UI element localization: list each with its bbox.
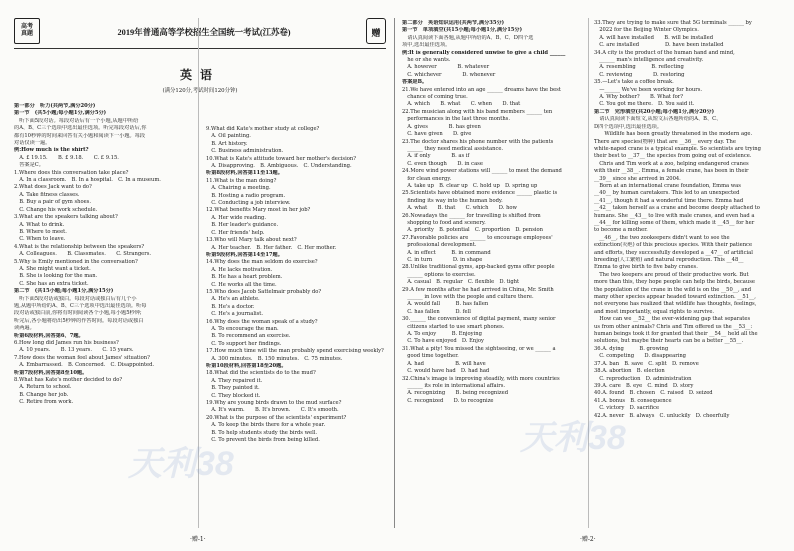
text-line: 30.______ the convenience of digital payment, many senior (402, 316, 556, 323)
text-line: 6.How long did James run his business? (14, 340, 119, 346)
complimentary-badge: 赠 (366, 18, 386, 44)
text-line: 3.What are the speakers talking about? (14, 214, 118, 221)
text-line: 第一节 (共5小题;每小题1分,满分5分) (14, 110, 107, 117)
text-line: A. take up B. clear up C. hold up D. spring up (402, 182, 538, 189)
text-line: 37.A. ban B. save C. split D. remove (594, 360, 699, 367)
text-line: C. reproduction D. administration (594, 375, 692, 382)
text-line: A. Disapproving. B. Ambiguous. C. Understanding. (206, 163, 352, 170)
text-line: for clean energy. (402, 175, 452, 182)
text-line: C. are installed D. have been installed (594, 42, 724, 49)
text-line: breeding(人工繁殖) and natural reproduction. This __48__ (594, 257, 744, 263)
text-line: 41.A. bonus B. consequence (594, 397, 672, 404)
text-line: to become a mother. (594, 227, 648, 234)
text-line: C. She has an extra ticket. (14, 280, 89, 287)
text-line: How can we __52__ the ever-widening gap that separates (594, 316, 751, 323)
text-line: A. She might want a ticket. (14, 265, 91, 272)
text-line: citizens started to use smart phones. (402, 323, 505, 330)
text-line: 32.China's image is improving steadily, with more countries (402, 375, 560, 382)
text-line: 2.What does Jack want to do? (14, 184, 92, 191)
text-line: A. Chairing a meeting. (206, 185, 271, 192)
text-line: C. He works all the time. (206, 281, 277, 288)
text-line: A. He's an athlete. (206, 296, 260, 303)
text-line: A. casual B. regular C. flexible D. tight (402, 279, 520, 286)
text-line: 4.What is the relationship between the speakers? (14, 243, 145, 250)
text-line: 读两遍。 (14, 325, 35, 332)
text-line: The two keepers are proud of their productive work. But (594, 271, 749, 278)
text-line: C. victory D. sacrifice (594, 405, 660, 412)
text-line: 听第6段材料,回答第6、7题。 (14, 332, 84, 339)
text-line: A. if only B. as if (402, 153, 470, 160)
text-line: 35.—Let's take a coffee break. (594, 79, 674, 86)
text-line: A. They repaired it. (206, 377, 263, 384)
text-line: 34.A city is the product of the human hand and mind, (594, 49, 735, 56)
page-number-right: ·赠-2· (580, 536, 596, 543)
text-line: 10.What is Kate's attitude toward her mother's decision? (206, 155, 356, 162)
text-line: Wildlife has been greatly threatened in the modern age. (594, 131, 753, 138)
text-line: A. To enjoy B. Enjoying (402, 331, 482, 338)
text-line: professional development. (402, 242, 477, 249)
text-line: A. To keep the birds there for a whole year. (206, 422, 326, 429)
exam-title: 2019年普通高等学校招生全国统一考试(江苏卷) (117, 28, 291, 37)
text-line: solutions, but maybe their hearts can be a better __55__. (594, 338, 744, 345)
exam-header (14, 18, 386, 46)
text-line: chance of coming true. (402, 94, 468, 101)
text-line: C. To prevent the birds from being killed. (206, 437, 320, 444)
page-gutter (394, 18, 395, 528)
text-line: 39.A. care B. eye C. mind D. story (594, 382, 694, 389)
text-line: A. resembling B. reflecting (594, 64, 684, 71)
text-line: A. in effect B. in command (402, 249, 491, 256)
text-line: 12.What benefits Mary most in her job? (206, 207, 311, 214)
text-line: A. recognizing B. being recognized (402, 390, 509, 397)
publisher-logo: 高考 真题 (14, 18, 40, 44)
watermark-logo: 天利38 (128, 445, 234, 483)
text-line: 17.How much time will the man probably spend exercising weekly? (206, 348, 384, 355)
text-line: 7.How does the woman feel about James' situation? (14, 354, 150, 361)
text-line: 15.Who does Jacob Sattelmair probably do? (206, 288, 322, 295)
text-line: A. In a classroom. B. In a hospital. C. In a museum. (14, 177, 161, 184)
text-line: —______ We've been working for hours. (594, 86, 703, 93)
text-line: he or she wants. (402, 57, 451, 64)
text-line: C. When to leave. (14, 236, 66, 243)
text-line: C. They blocked it. (206, 392, 261, 399)
text-line: 16.Why does the woman speak of a study? (206, 318, 318, 325)
text-line: 40.A. found B. chosen C. raised D. seized (594, 390, 713, 397)
column-cloze (594, 20, 780, 420)
text-line: B. Where to meet. (14, 228, 67, 235)
text-line: 18.What did the scientists do to the mud? (206, 370, 316, 377)
text-line: 听第7段材料,回答第8至10题。 (14, 369, 88, 376)
text-line: D四个选项中,选出最佳选项。 (594, 123, 663, 130)
text-line: C. Conducting a job interview. (206, 200, 291, 207)
text-line: shopping to food and scenery. (402, 219, 486, 226)
text-line: A. Return to school. (14, 384, 72, 391)
text-line: __39__ since she arrived in 2004. (594, 175, 681, 182)
text-line: A. Oil painting. (206, 133, 251, 140)
text-line: A. To encourage the man. (206, 325, 279, 332)
text-line: 20.What is the purpose of the scientists' experiment? (206, 414, 347, 421)
text-line: ______ its role in international affairs. (402, 382, 506, 389)
text-line: A. gives B. has given (402, 123, 481, 130)
text-line: A. had B. will have (402, 360, 486, 367)
text-line: 13.Who will Mary talk about next? (206, 237, 297, 244)
text-line: B. To help students study the birds well. (206, 429, 318, 436)
text-line: A. Embarrassed. B. Concerned. C. Disappointed. (14, 362, 155, 369)
text-line: 36.A. dying B. growing (594, 345, 669, 352)
text-line: C. would have had D. had had (402, 368, 490, 375)
text-line: 听下面5段对话。每段对话后有一个小题,从题中所给 (14, 117, 139, 124)
text-line: C. even though D. in case (402, 160, 483, 167)
text-line: 例:It is generally considered unwise to give a child ______ (402, 49, 566, 56)
text-line: __46__, the two zookeepers didn't want to see the (594, 234, 730, 241)
text-line: performances in the last three months. (402, 116, 510, 123)
text-line: 25.Scientists have obtained more evidence ______ plastic is (402, 190, 558, 197)
text-line: A. It's warm. B. It's brown. C. It's smooth. (206, 407, 339, 414)
text-line: __44__ for killing some of them, which made it __45__ for her (594, 219, 755, 226)
text-line: __42__ taken herself as a crane and become deeply attached to (594, 205, 760, 212)
text-line: Chris and Tim work at a zoo, helping endangered cranes (594, 160, 749, 167)
text-line: not everyone has realized that wildlife has thoughts, feelings, (594, 301, 757, 308)
text-line: 24.More wind power stations will ______ to meet the demand (402, 168, 562, 175)
text-line: 听第9段材料,回答第14至17题。 (206, 251, 283, 258)
text-line: 31.What a pity! You missed the sightseeing, or we ______ a (402, 345, 556, 352)
column-listening-part2 (206, 126, 386, 444)
text-line: B. He has a heart problem. (206, 274, 283, 281)
text-line: B. To recommend an exercise. (206, 333, 291, 340)
text-line: B. They painted it. (206, 385, 260, 392)
text-line: B. Her leader's guidance. (206, 222, 279, 229)
text-line: C. have given D. give (402, 131, 472, 138)
text-line: 听第8段材料,回答第11至13题。 (206, 170, 283, 177)
text-line: B. He's a doctor. (206, 303, 255, 310)
text-line: B. Buy a pair of gym shoes. (14, 199, 91, 206)
text-line: human beings took it for granted that their __54__ held all the (594, 331, 758, 338)
text-line: C. Business administration. (206, 148, 284, 155)
text-line: __40__ by human caretakers. This led to an unexpected (594, 190, 740, 197)
text-line: 题,从题中所给的A、B、C三个选项中选出最佳选项。听每 (14, 302, 147, 309)
text-line: ______ man's intelligence and creativity. (594, 57, 704, 64)
text-line: C. reviewing D. restoring (594, 71, 685, 78)
text-line: B. Art history. (206, 140, 248, 147)
text-line: and efforts, they successfully developed a __47__ of artificial (594, 249, 753, 256)
text-line: 14.Why does the man seldom do exercise? (206, 259, 318, 266)
text-line: Born at an international crane foundation, Emma was (594, 182, 741, 189)
text-line: 听下面5段对话或独白。每段对话或独白后有几个小 (14, 295, 137, 302)
text-line: A. Colleagues. B. Classmates. C. Strangers. (14, 251, 152, 258)
text-line: 28.Unlike traditional gyms, app-backed gyms offer people (402, 264, 555, 271)
text-line: C. To have enjoyed D. Enjoy (402, 338, 484, 345)
text-line: 的A、B、C三个选项中选出最佳选项。听完每段对话后,你 (14, 125, 147, 132)
text-line: more than this, they hope people can help the birds, because (594, 279, 755, 286)
header-rule (14, 48, 386, 49)
text-line: 例:How much is the shirt? (14, 147, 89, 154)
text-line: humans. She __43__ to live with male cranes, and even had a (594, 212, 755, 219)
text-line: 9.What did Kate's mother study at college? (206, 126, 320, 132)
text-line: A. 300 minutes. B. 150 minutes. C. 75 minutes. (206, 355, 343, 362)
text-line: white-naped crane is a typical example. So scientists are trying (594, 145, 761, 152)
text-line: 听第10段材料,回答第18至20题。 (206, 363, 287, 369)
text-line: C. He's a journalist. (206, 311, 264, 318)
text-line: Emma to give birth to five baby cranes. (594, 264, 698, 271)
text-line: C. recognized D. to recognize (402, 397, 494, 404)
subject-title: 英语 (179, 68, 220, 82)
text-line: A. He lacks motivation. (206, 266, 273, 273)
text-line: A. will have installed B. will be installed (594, 34, 714, 41)
text-line: There are species(物种) that are __36__ every day. The (594, 138, 736, 145)
text-line: the population of the crane in the wild is on the __50__, and (594, 286, 752, 293)
text-line: A. £ 19.15. B. £ 9.18. C. £ 9.15. (14, 154, 119, 161)
text-line: 42.A. never B. always C. unluckily D. cheerfully (594, 412, 730, 419)
text-line: and most importantly, equal rights to survive. (594, 308, 715, 315)
text-line: A. Take fitness classes. (14, 191, 80, 198)
text-line: 听完后,各小题将给出5秒钟的作答时间。每段对话或独白 (14, 317, 144, 324)
text-line: B. She is looking for the man. (14, 273, 98, 280)
text-line: 27.Favorable policies are ______ to encourage employees' (402, 234, 553, 241)
text-line: C. in turn D. in shape (402, 257, 483, 263)
exam-meta: (满分120分,考试时间120分钟) (162, 88, 238, 94)
text-line: ______ in love with the people and culture there. (402, 294, 534, 301)
text-line: their best to __37__ the species from going out of existence. (594, 153, 752, 160)
text-line: C. You got me there. D. You said it. (594, 101, 695, 108)
text-line: 8.What has Kate's mother decided to do? (14, 377, 123, 384)
text-line: with their __38__. Emma, a female crane, has been in their (594, 168, 749, 175)
text-line: 23.The doctor shares his phone number with the patients (402, 138, 554, 145)
text-line: 第一节 单项填空(共15小题;每小题1分,满分15分) (402, 27, 523, 34)
text-line: finding its way into the human body. (402, 197, 503, 204)
text-line: 22.The musician along with his band members ______ ten (402, 108, 553, 115)
text-line: C. Retire from work. (14, 399, 74, 406)
text-line: 第二部分 英语知识运用(共两节,满分35分) (402, 20, 505, 26)
text-line: 对话仅读一遍。 (14, 140, 51, 147)
text-line: 29.A few months after he had arrived in China, Mr. Smith (402, 286, 554, 293)
text-line: ______ options to exercise. (402, 271, 476, 278)
text-line: 11.What is the man doing? (206, 177, 277, 184)
text-line: good time together. (402, 353, 459, 360)
text-line: C. Change his work schedule. (14, 206, 98, 213)
text-line: C. competing D. disappearing (594, 353, 686, 360)
text-line: 段对话或独白前,你将有时间阅读各个小题,每小题5秒钟; (14, 310, 142, 317)
text-line: 答案是B。 (402, 79, 428, 86)
text-line: A. Her teacher. B. Her father. C. Her mother. (206, 244, 337, 251)
text-line: 请认真阅读下面各题,从题中所给的A、B、C、D四个选 (402, 34, 534, 41)
text-line: 项中,选出最佳选项。 (402, 42, 451, 49)
text-line: B. Hosting a radio program. (206, 192, 286, 199)
text-line: A. What to drink. (14, 221, 65, 228)
text-line: C. whichever D. whenever (402, 71, 496, 78)
text-line: A. 10 years. B. 13 years. C. 15 years. (14, 347, 134, 354)
text-line: 第一部分 听力(共两节,满分20分) (14, 103, 96, 109)
text-line: 33.They are trying to make sure that 5G terminals ______ by (594, 20, 752, 26)
text-line: ______ they need medical assistance. (402, 145, 504, 152)
text-line: 2022 for the Beijing Winter Olympics. (594, 27, 699, 34)
text-line: A. priority B. potential C. proportion D. pension (402, 227, 544, 234)
text-line: 19.Why are young birds drawn to the mud surface? (206, 400, 342, 407)
text-line: 5.Why is Emily mentioned in the conversation? (14, 258, 138, 265)
text-line: A. what B. that C. which D. how (402, 205, 517, 212)
text-line: us from other animals? Chris and Tim offered us the __53__: (594, 323, 753, 330)
text-line: 26.Nowadays the ______ for travelling is shifted from (402, 212, 541, 219)
text-line: 1.Where does this conversation take place? (14, 169, 129, 176)
text-line: extinction(灭绝) of this precious species. With their patience (594, 242, 753, 249)
text-line: C. Her friends' help. (206, 229, 265, 236)
text-line: 答案是C。 (14, 162, 44, 169)
text-line: C. To support her findings. (206, 340, 282, 347)
text-line: 请认真阅读下面短文,从短文后各题所给的A、B、C、 (594, 116, 722, 123)
text-line: 第二节 (共15小题;每小题1分,满分15分) (14, 288, 114, 295)
text-line: 21.We have entered into an age ______ dreams have the best (402, 86, 561, 93)
column-listening-part1 (14, 103, 194, 407)
text-line: many other species appear headed toward extinction. __51__, (594, 294, 756, 301)
text-line: A. which B. what C. when D. that (402, 101, 521, 108)
text-line: C. has fallen D. fell (402, 308, 471, 315)
text-line: 都有10秒钟的时间来回答有关小题和阅读下一小题。每段 (14, 132, 146, 139)
column-grammar (402, 20, 584, 405)
text-line: A. however B. whatever (402, 64, 490, 71)
text-line: A. Why bother? B. What for? (594, 94, 683, 101)
watermark-logo: 天利38 (520, 419, 626, 457)
text-line: A. Her wide reading. (206, 214, 267, 221)
page-number-left: ·赠-1· (190, 536, 206, 543)
text-line: __41__, though it had a wonderful time there. Emma had (594, 197, 744, 204)
text-line: 第二节 完形填空(共20小题;每小题1分,满分20分) (594, 108, 715, 115)
text-line: A. would fall B. has fallen (402, 301, 489, 308)
text-line: B. Change her job. (14, 391, 69, 398)
text-line: 38.A. abortion B. election (594, 368, 665, 375)
